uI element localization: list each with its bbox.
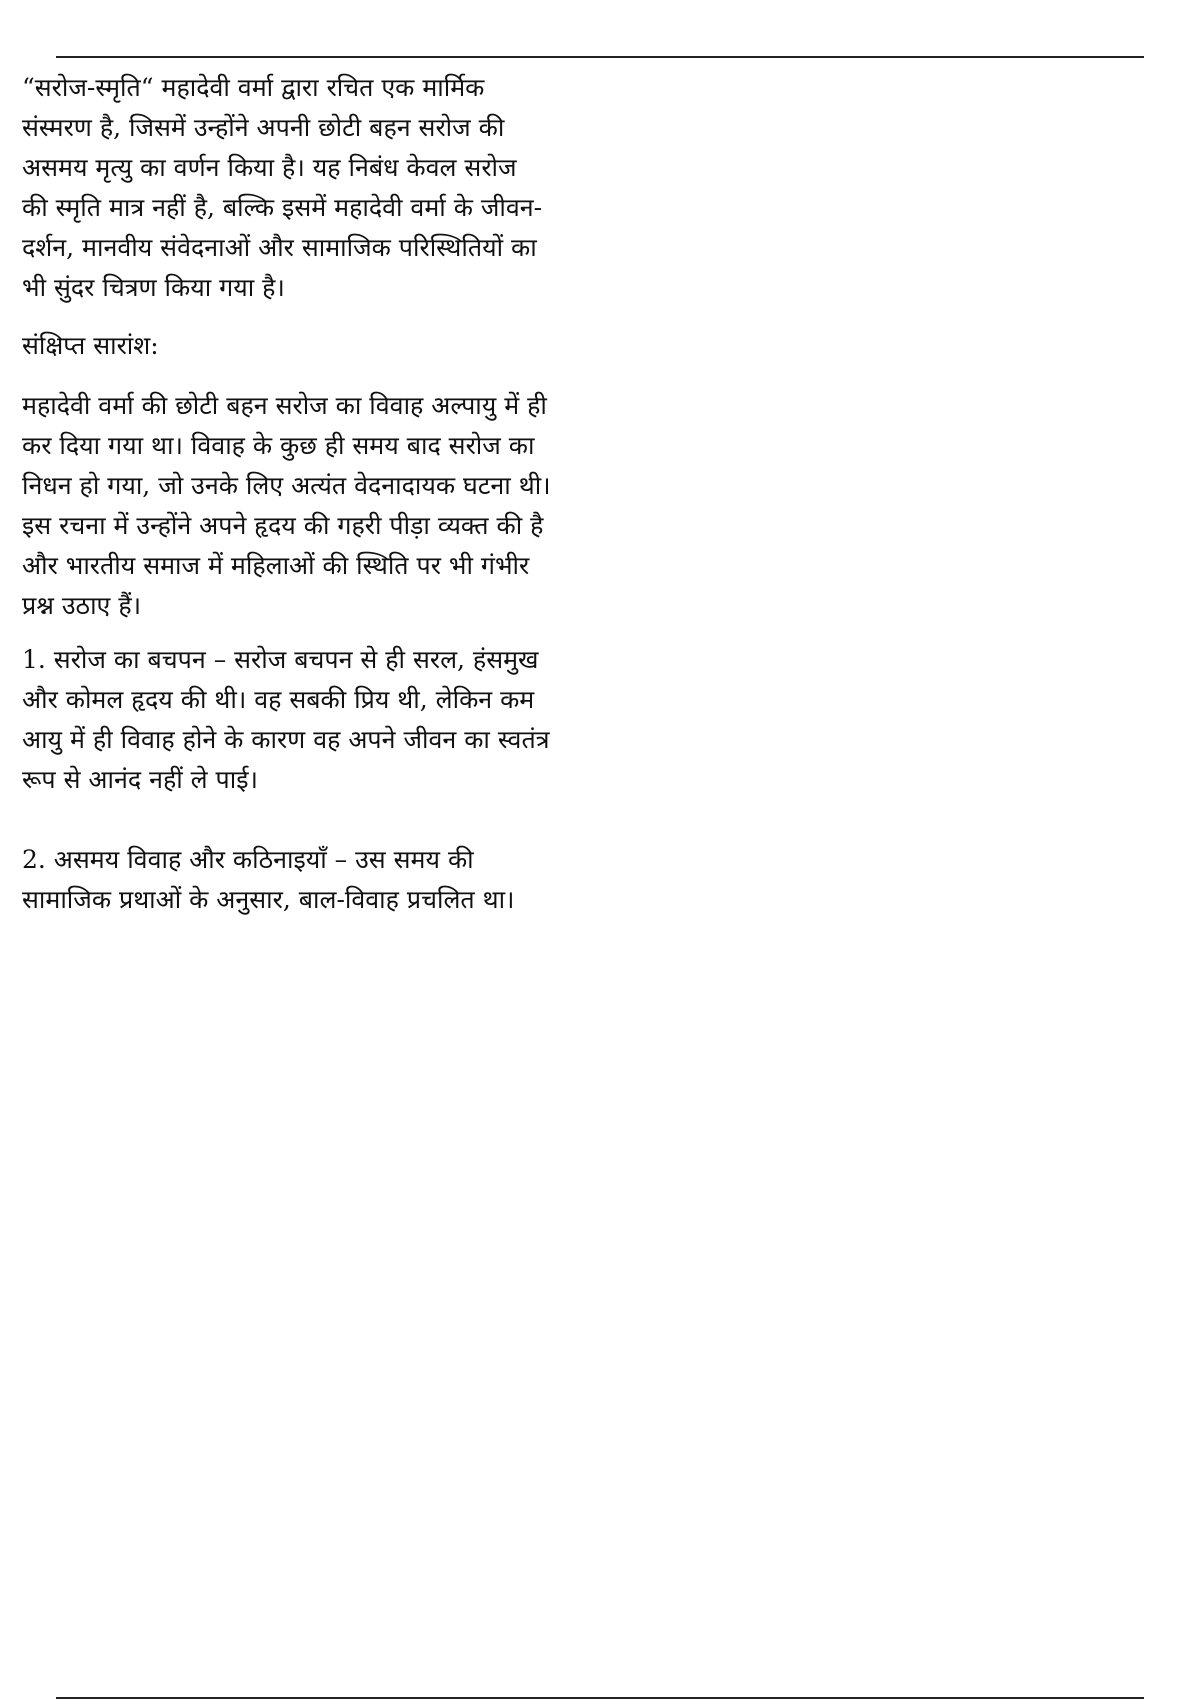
bottom-rule	[56, 1697, 1144, 1699]
document-body	[22, 68, 622, 920]
point-untimely-marriage: 2. असमय विवाह और कठिनाइयाँ – उस समय की सामाजिक प्रथाओं के अनुसार, बाल-विवाह प्रचलित था।	[22, 845, 515, 914]
intro-paragraph: “सरोज-स्मृति“ महादेवी वर्मा द्वारा रचित एक मार्मिक संस्मरण है, जिसमें उन्होंने अपनी छोटी बहन सरोज की असमय मृत्यु का वर्णन किया है। यह निबंध केवल सरोज की स्मृति मात्र नहीं है, बल्कि इसमें महादेवी वर्मा के जीवन- दर्शन, मानवीय संवेदनाओं और सामाजिक परिस्थितियों का भी सुंदर चित्रण किया गया है।	[22, 73, 543, 302]
summary-paragraph: महादेवी वर्मा की छोटी बहन सरोज का विवाह अल्पायु में ही कर दिया गया था। विवाह के कुछ ही समय बाद सरोज का निधन हो गया, जो उनके लिए अत्यंत वेदनादायक घटना थी। इस रचना में उन्होंने अपने हृदय की गहरी पीड़ा व्यक्त की है और भारतीय समाज में महिलाओं की स्थिति पर भी गंभीर प्रश्न उठाए हैं।	[22, 391, 551, 620]
point-childhood: 1. सरोज का बचपन – सरोज बचपन से ही सरल, हंसमुख और कोमल हृदय की थी। वह सबकी प्रिय थी, लेकिन कम आयु में ही विवाह होने के कारण वह अपने जीवन का स्वतंत्र रूप से आनंद नहीं ले पाई।	[22, 645, 550, 794]
top-rule	[56, 56, 1144, 58]
summary-heading: संक्षिप्त सारांश:	[22, 331, 159, 360]
